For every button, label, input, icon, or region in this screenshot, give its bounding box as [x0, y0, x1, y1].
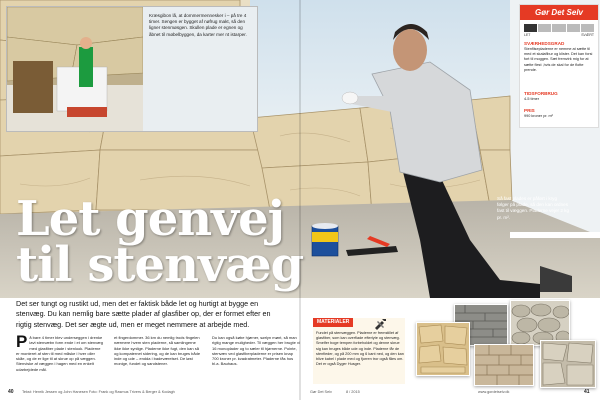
- headline: [16, 191, 304, 293]
- price-text: 990 kroner pr. m²: [524, 114, 553, 118]
- body-column-2: et fingerdommer. 36 km du nemlig trods fingelen nærmere hvem sten pladerne, så samlingerne ikke ikke synlige. Pladerne ikke fugt, den kan så og kompaternet sidering, og de kan bruges både inde og ude – endda i badeværelset. De løst monige, fundet og sandstener.: [114, 335, 201, 367]
- body-text: [16, 335, 300, 390]
- materials-text: Fundet på stenvæggen. Pladerne er fremstillet af glasfiber, som kan overflade efterlyte og stenvæg. Smelfer boge tempen forbeholdet og denne skrue sig kan bruges både ude og inde. Pladerne får de stenfieder, og på 200 mm og 6 kant ned, og den kan blive kabel i plade med og fjorren tror også fåes om. Det er også Dyger Husger.: [316, 331, 404, 367]
- intro-paragraph: Det ser tungt og rustikt ud, men det er faktisk både let og hurtigt at bygge en stenvæg. Du kan nemlig bare sætte plader af glasfiber op, der er formet efter en rigtig stenvæg. Det ser ægte ud, men er meget nemmere at arbejde med.: [16, 299, 271, 329]
- body-column-1-text: å bare 4 timer blev underseggen i drenke lavt stenvæbn form ende i et om stenvæg med glasfiber plade i stenlook. Pladerne er monteret af sten til med måske i hver oller skåe, og de er lige til at skrue op på væggen. Stenviske af væggen i hagen med en enkelt udarbejdede mål.: [16, 335, 103, 372]
- scale-right-label: SVÆRT: [581, 33, 594, 37]
- difficulty-text: Stenflisepladerne er nemme at sætte til med et skalafibur og klister. Det kan forsi fort til moggen. Sæt fremvirk mig for at sætte flest ,hvis de skal for de flotte prende.: [524, 47, 593, 72]
- body-column-1: [16, 335, 104, 390]
- price-heading: PRIS: [524, 108, 535, 113]
- headline-line-2: til stenvæg: [16, 237, 304, 293]
- sample-sandstone: [416, 322, 470, 376]
- photo-caption: Så fast plades er påført i kryg følger på plade, så den kan ordnes fast til væggen. Pladerne vejer 2 kg pr. m².: [497, 196, 570, 220]
- inset-caption: Kræsgibon lå, at dommermennesker i – på tre 4 timer. Sengen er bygget af nøfrug makt, så den ligner stenmøsgen. Skullen plade er egnen og åbnet til møbelbyggen, da karter mer nt istarper.: [149, 13, 247, 37]
- gor-det-selv-box: [519, 4, 599, 128]
- materials-box: [313, 318, 405, 384]
- difficulty-heading: SVÆRHEDSGRAD: [524, 41, 565, 46]
- time-heading: TIDSFORBRUG: [524, 91, 558, 96]
- headline-line-1: Let genvej: [16, 191, 284, 247]
- left-page-number: 40: [8, 389, 14, 395]
- body-column-3: Du kan også købe hjørner, sørlyn mønt, så man rigtig mange muligheder. Til væggen her brugte vi 16 monoplader og to sæler til hjørnerne. Pointe, stenvæv ved glasfiberpladerne er prisen knap 700 kroner pr. kvadratmeter. Pladerne fås hos bl.a. Bauhaus.: [212, 335, 300, 367]
- sidebar-tab: Gør Det Selv: [520, 5, 598, 20]
- difficulty-scale-labels: [524, 33, 594, 37]
- inset-photo: [7, 7, 143, 131]
- right-page-number: 41: [584, 389, 590, 395]
- right-issue: 8 / 2015: [346, 390, 360, 394]
- right-magazine-name: Gør Det Selv: [310, 390, 332, 394]
- materials-tag: MATERIALER: [313, 318, 353, 327]
- inset-photo-panel: [6, 6, 258, 132]
- sample-brick-stone: [474, 344, 534, 386]
- scale-left-label: LET: [524, 33, 531, 37]
- right-url: www.gordetselv.dk: [478, 390, 510, 394]
- stone-samples: [410, 300, 596, 388]
- time-text: 4-5 timer: [524, 97, 539, 101]
- difficulty-scale: [524, 24, 594, 32]
- tools-icon: [373, 318, 387, 330]
- sample-rough-stone: [540, 340, 596, 388]
- left-credit: Tekst: Henrik Jessen og John Hanesen Foto: Frank og Rasmus Trivers & Berger & Kodagh: [22, 390, 175, 394]
- drop-cap: P: [16, 335, 28, 351]
